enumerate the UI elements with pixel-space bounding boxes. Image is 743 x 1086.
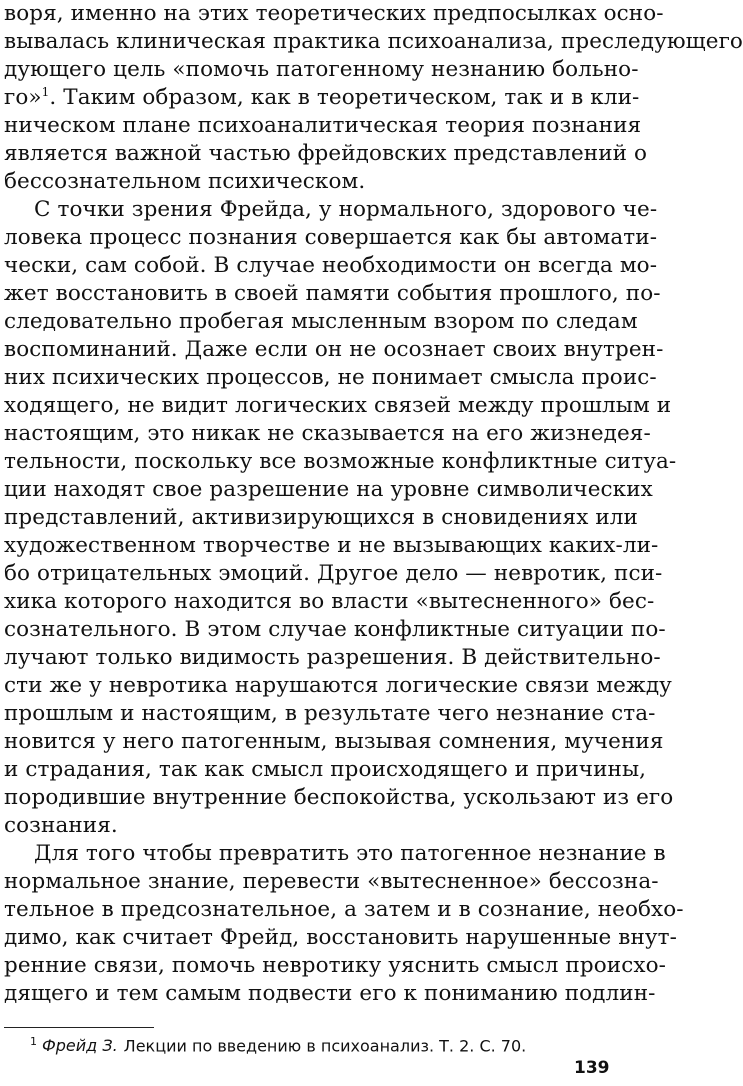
text-fragment: го»	[4, 85, 42, 110]
text-line: породившие внутренние беспокойства, ускользают из его	[4, 785, 674, 810]
text-line: и страдания, так как смысл происходящего и причины,	[4, 757, 647, 782]
text-line: ловека процесс познания совершается как бы автомати-	[4, 225, 658, 250]
text-line: дящего и тем самым подвести его к пониманию подлин-	[4, 981, 656, 1006]
text-line: дующего цель «помочь патогенному незнанию больно-	[4, 57, 639, 82]
text-fragment: . Таким образом, как в теоретическом, так и в кли-	[49, 85, 640, 110]
footnote-divider	[4, 1027, 154, 1028]
text-line: художественном творчестве и не вызывающих каких-ли-	[4, 533, 659, 558]
text-line: чески, сам собой. В случае необходимости он всегда мо-	[4, 253, 658, 278]
footnote-author: Фрейд З.	[42, 1036, 118, 1056]
text-line: следовательно пробегая мысленным взором по следам	[4, 309, 638, 334]
text-line: ходящего, не видит логических связей между прошлым и	[4, 393, 672, 418]
text-line: хика которого находится во власти «вытесненного» бес-	[4, 589, 655, 614]
text-line-with-footnote-ref	[4, 84, 640, 112]
text-line: настоящим, это никак не сказывается на его жизнедея-	[4, 421, 651, 446]
text-line: них психических процессов, не понимает смысла проис-	[4, 365, 657, 390]
footnote-reference: 1	[41, 84, 50, 99]
footnote-mark: 1	[30, 1035, 37, 1048]
text-line: воря, именно на этих теоретических предпосылках осно-	[4, 1, 664, 26]
text-line: воспоминаний. Даже если он не осознает своих внутрен-	[4, 337, 664, 362]
text-line: представлений, активизирующихся в сновидениях или	[4, 505, 638, 530]
text-line: новится у него патогенным, вызывая сомнения, мучения	[4, 729, 664, 754]
text-line: лучают только видимость разрешения. В действительно-	[4, 645, 661, 670]
text-line: бо отрицательных эмоций. Другое дело — невротик, пси-	[4, 561, 663, 586]
text-line: нормальное знание, перевести «вытесненное» бессозна-	[4, 869, 659, 894]
text-line: димо, как считает Фрейд, восстановить нарушенные внут-	[4, 925, 677, 950]
text-line: ренние связи, помочь невротику уяснить смысл происхо-	[4, 953, 666, 978]
text-line: вывалась клиническая практика психоанализа, преследующего	[4, 29, 743, 54]
text-line: тельности, поскольку все возможные конфликтные ситуа-	[4, 449, 677, 474]
footnote-text: Лекции по введению в психоанализ. Т. 2. С. 70.	[123, 1036, 527, 1056]
text-line: тельное в предсознательное, а затем и в сознание, необхо-	[4, 897, 684, 922]
text-line: сти же у невротика нарушаются логические связи между	[4, 673, 672, 698]
text-line: является важной частью фрейдовских представлений о	[4, 141, 648, 166]
page-number: 139	[574, 1058, 610, 1078]
paragraph-start-line: Для того чтобы превратить это патогенное незнание в	[34, 841, 666, 866]
text-line: сознательного. В этом случае конфликтные ситуации по-	[4, 617, 666, 642]
text-line: жет восстановить в своей памяти события прошлого, по-	[4, 281, 661, 306]
text-line: прошлым и настоящим, в результате чего незнание ста-	[4, 701, 656, 726]
text-line: ции находят свое разрешение на уровне символических	[4, 477, 653, 502]
text-line: бессознательном психическом.	[4, 169, 366, 194]
paragraph-start-line: С точки зрения Фрейда, у нормального, здорового че-	[34, 197, 658, 222]
text-line: сознания.	[4, 813, 118, 838]
footnote	[30, 1031, 526, 1057]
text-line: ническом плане психоаналитическая теория познания	[4, 113, 642, 138]
